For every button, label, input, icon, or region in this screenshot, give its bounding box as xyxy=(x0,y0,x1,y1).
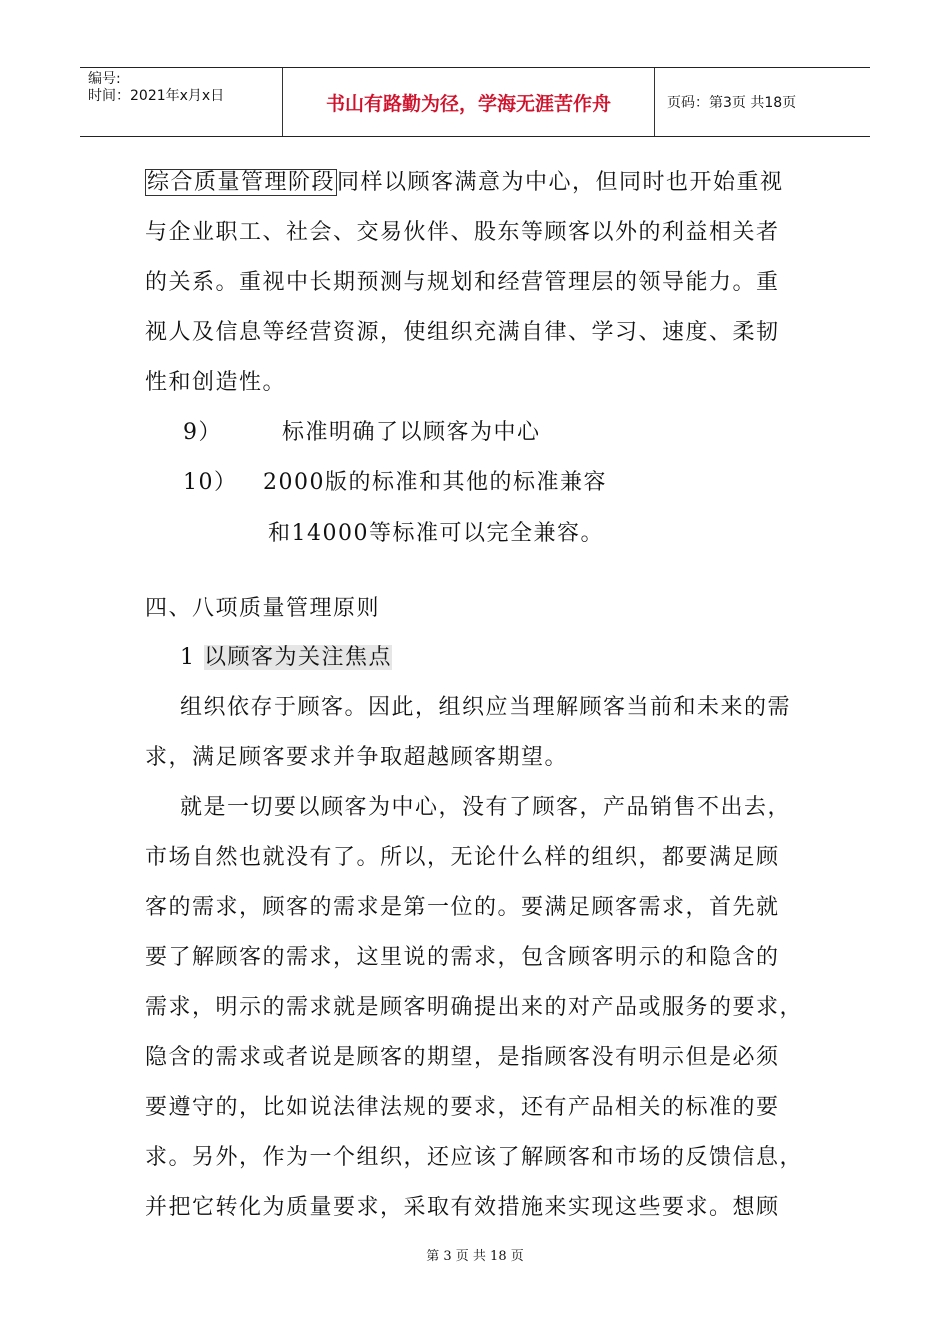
subsection-number: 1 xyxy=(180,645,196,670)
document-date: 时间：2021年x月x日 xyxy=(88,88,225,104)
list-item-continuation: 和14000等标准可以完全兼容。 xyxy=(268,521,604,546)
document-number-label: 编号: xyxy=(88,71,121,87)
header-page-number: 页码：第3页 共18页 xyxy=(667,95,797,111)
paragraph-line: 的关系。重视中长期预测与规划和经营管理层的领导能力。重 xyxy=(145,270,780,295)
paragraph-line xyxy=(145,168,784,198)
paragraph-line: 要了解顾客的需求，这里说的需求，包含顾客明示的和隐含的 xyxy=(145,945,780,970)
list-item-number: 9） xyxy=(183,420,222,445)
paragraph-line: 求，满足顾客要求并争取超越顾客期望。 xyxy=(145,745,569,770)
header-motto: 书山有路勤为径，学海无涯苦作舟 xyxy=(283,68,655,136)
paragraph-line: 组织依存于顾客。因此，组织应当理解顾客当前和未来的需 xyxy=(180,695,792,720)
paragraph-line: 隐含的需求或者说是顾客的期望，是指顾客没有明示但是必须 xyxy=(145,1045,780,1070)
paragraph-line: 客的需求，顾客的需求是第一位的。要满足顾客需求，首先就 xyxy=(145,895,780,920)
page-header xyxy=(80,67,870,137)
paragraph-line: 需求，明示的需求就是顾客明确提出来的对产品或服务的要求， xyxy=(145,995,804,1020)
boxed-term: 综合质量管理阶段 xyxy=(147,170,336,195)
subsection-heading xyxy=(180,643,392,673)
page-footer: 第 3 页 共 18 页 xyxy=(426,1249,524,1264)
paragraph-line: 视人及信息等经营资源，使组织充满自律、学习、速度、柔韧 xyxy=(145,320,780,345)
paragraph-line: 市场自然也就没有了。所以，无论什么样的组织，都要满足顾 xyxy=(145,845,780,870)
paragraph-line: 就是一切要以顾客为中心，没有了顾客，产品销售不出去， xyxy=(180,795,792,820)
paragraph-line: 并把它转化为质量要求，采取有效措施来实现这些要求。想顾 xyxy=(145,1195,780,1220)
subsection-title: 以顾客为关注焦点 xyxy=(204,645,393,670)
paragraph-text: 同样以顾客满意为中心，但同时也开始重视 xyxy=(337,170,784,195)
header-meta xyxy=(80,68,283,136)
section-title: 四、八项质量管理原则 xyxy=(145,596,381,621)
paragraph-line: 要遵守的，比如说法律法规的要求，还有产品相关的标准的要 xyxy=(145,1095,780,1120)
paragraph-line: 性和创造性。 xyxy=(145,370,287,395)
list-item-text: 标准明确了以顾客为中心 xyxy=(282,420,541,445)
paragraph-line: 与企业职工、社会、交易伙伴、股东等顾客以外的利益相关者 xyxy=(145,220,780,245)
paragraph-line: 求。另外，作为一个组织，还应该了解顾客和市场的反馈信息， xyxy=(145,1145,804,1170)
list-item-text: 2000版的标准和其他的标准兼容 xyxy=(263,470,607,495)
list-item-number: 10） xyxy=(183,470,238,495)
